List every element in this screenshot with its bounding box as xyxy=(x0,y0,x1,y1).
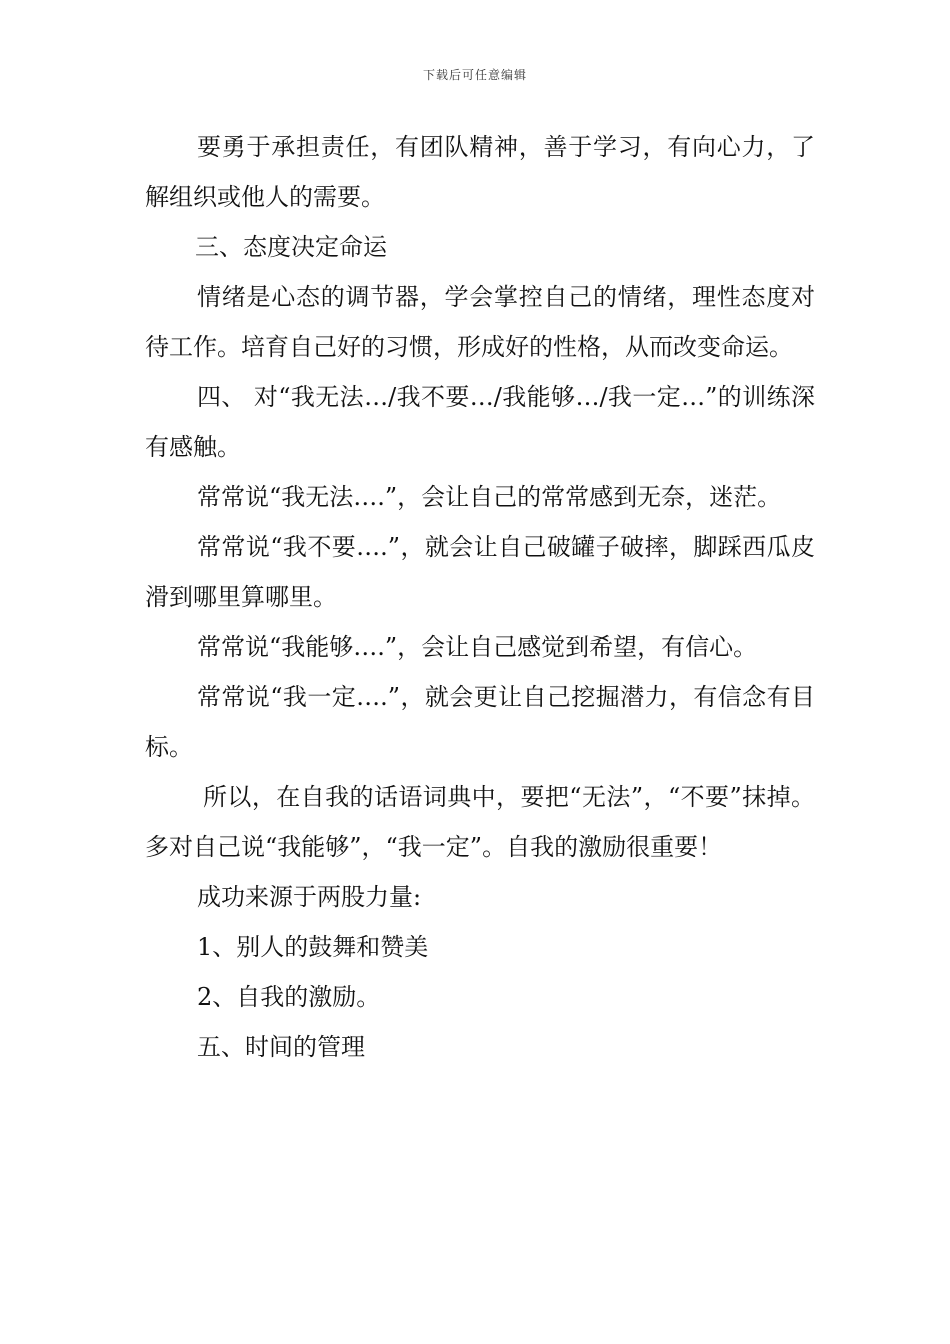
paragraph-responsibility: 要勇于承担责任，有团队精神，善于学习，有向心力，了解组织或他人的需要。 xyxy=(145,133,815,211)
paragraph-success-sources: 成功来源于两股力量: xyxy=(197,883,422,911)
heading-training: 四、 对“我无法…/我不要…/我能够…/我一定…”的训练深有感触。 xyxy=(145,383,815,461)
document-body xyxy=(145,122,815,1072)
list-item-self-motivation: 2、自我的激励。 xyxy=(197,983,381,1011)
heading-time-management: 五、时间的管理 xyxy=(197,1033,365,1061)
header-note: 下载后可任意编辑 xyxy=(422,68,527,82)
paragraph-conclusion: 所以，在自我的话语词典中，要把“无法”，“不要”抹掉。多对自己说“我能够”，“我一定”。自我的激励很重要！ xyxy=(145,783,815,861)
paragraph-must: 常常说“我一定….”，就会更让自己挖掘潜力，有信念有目标。 xyxy=(145,683,815,761)
heading-attitude: 三、态度决定命运 xyxy=(195,233,387,261)
paragraph-emotion: 情绪是心态的调节器，学会掌控自己的情绪，理性态度对待工作。培育自己好的习惯，形成好的性格，从而改变命运。 xyxy=(145,283,815,361)
paragraph-cannot: 常常说“我无法….”，会让自己的常常感到无奈，迷茫。 xyxy=(197,483,782,511)
paragraph-do-not: 常常说“我不要….”，就会让自己破罐子破摔，脚踩西瓜皮滑到哪里算哪里。 xyxy=(145,533,815,611)
paragraph-can: 常常说“我能够….”，会让自己感觉到希望，有信心。 xyxy=(197,633,758,661)
list-item-encouragement: 1、别人的鼓舞和赞美 xyxy=(197,933,429,961)
